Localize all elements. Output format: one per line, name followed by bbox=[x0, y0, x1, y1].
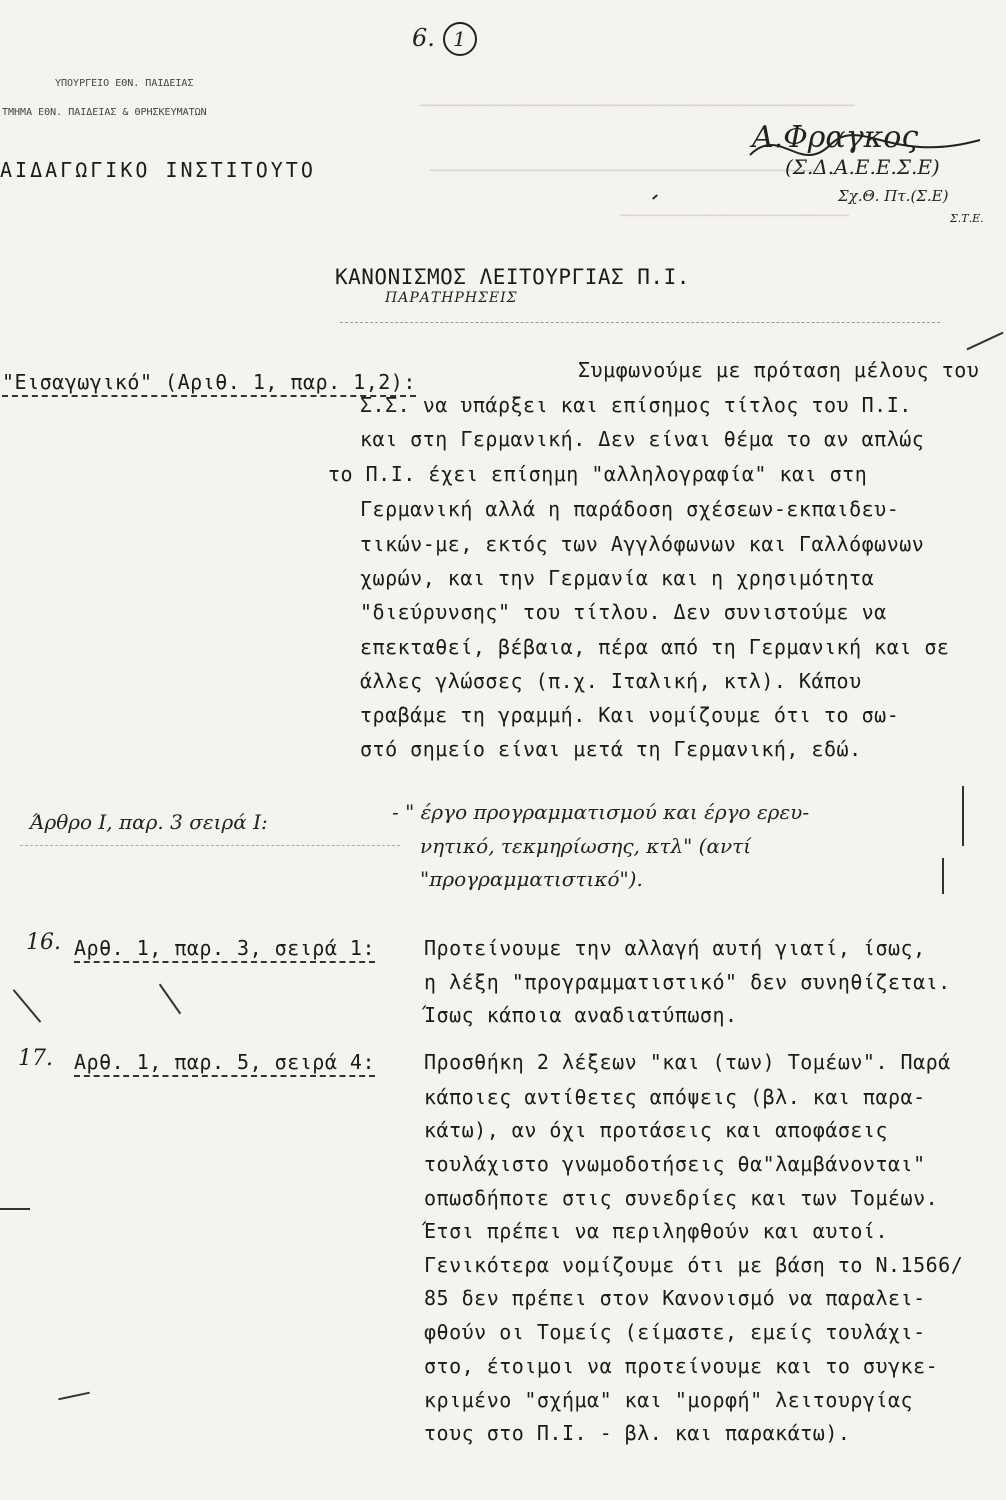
section-text-line: Προτείνουμε την αλλαγή αυτή γιατί, ίσως, bbox=[424, 936, 926, 960]
section-ref bbox=[74, 936, 375, 960]
section-ref-text: Αρθ. 1, παρ. 3, σειρά 1: bbox=[74, 936, 375, 963]
section-text-line: "προγραμματιστικό"). bbox=[420, 867, 643, 891]
section-ref bbox=[74, 1050, 375, 1074]
section-text-line: φθούν οι Τομείς (είμαστε, εμείς τουλάχι- bbox=[424, 1320, 926, 1344]
section-text-line: τραβάμε τη γραμμή. Και νομίζουμε ότι το σω- bbox=[360, 703, 900, 727]
section-text-line: Συμφωνούμε με πρόταση μέλους του bbox=[578, 358, 980, 382]
stray-mark bbox=[652, 194, 658, 199]
section-text-line: - " έργο προγραμματισμού και έργο ερευ- bbox=[392, 800, 810, 824]
section-text-line: άλλες γλώσσες (π.χ. Ιταλική, κτλ). Κάπου bbox=[360, 669, 862, 693]
bleed-through-text: ────────────────────────────────── bbox=[430, 160, 819, 182]
section-text-line: τικών-με, εκτός των Αγγλόφωνων και Γαλλόφωνων bbox=[360, 532, 925, 556]
section-ref-text: Αρθ. 1, παρ. 5, σειρά 4: bbox=[74, 1050, 375, 1077]
section-text-line: στό σημείο είναι μετά τη Γερμανική, εδώ. bbox=[360, 737, 862, 761]
item-number: 16. bbox=[26, 930, 61, 955]
item-number: 17. bbox=[18, 1046, 53, 1071]
section-text-line: νητικό, τεκμηρίωσης, κτλ" (αντί bbox=[420, 834, 752, 858]
section-text-line: Γενικότερα νομίζουμε ότι με βάση το Ν.1566/ bbox=[424, 1253, 964, 1277]
section-text-line: και στη Γερμανική. Δεν είναι θέμα το αν απλώς bbox=[360, 427, 925, 451]
section-text-line: η λέξη "προγραμματιστικό" δεν συνηθίζεται. bbox=[424, 970, 951, 994]
margin-bracket bbox=[962, 786, 964, 846]
margin-mark bbox=[159, 984, 181, 1015]
section-text-line: επεκταθεί, βέβαια, πέρα από τη Γερμανική και σε bbox=[360, 635, 950, 659]
bleed-through-text: ──────────────────── bbox=[620, 205, 849, 227]
section-ref-text: "Εισαγωγικό" (Αριθ. 1, παρ. 1,2): bbox=[2, 370, 416, 397]
section-text-line: οπωσδήποτε στις συνεδρίες και των Τομέων. bbox=[424, 1186, 939, 1210]
letterhead-institute: ΑΙΔΑΓΩΓΙΚΟ ΙΝΣΤΙΤΟΥΤΟ bbox=[0, 158, 316, 182]
margin-bracket bbox=[942, 858, 944, 894]
section-ref bbox=[2, 370, 416, 394]
document-title: ΚΑΝΟΝΙΣΜΟΣ ΛΕΙΤΟΥΡΓΙΑΣ Π.Ι. bbox=[335, 265, 690, 289]
section-ref: Άρθρο Ι, παρ. 3 σειρά Ι: bbox=[30, 810, 268, 834]
faint-rule bbox=[20, 845, 400, 846]
section-text-line: Σ.Σ. να υπάρξει και επίσημος τίτλος του Π.Ι. bbox=[360, 393, 912, 417]
section-text-line: Γερμανική αλλά η παράδοση σχέσεων-εκπαιδευ- bbox=[360, 497, 900, 521]
section-text-line: 85 δεν πρέπει στον Κανονισμό να παραλει- bbox=[424, 1286, 926, 1310]
signature-note: Σχ.Θ. Πτ.(Σ.Ε) bbox=[838, 187, 949, 205]
faint-rule bbox=[340, 322, 940, 323]
section-text-line: τους στο Π.Ι. - βλ. και παρακάτω). bbox=[424, 1421, 851, 1445]
bleed-through-text: ────────────────────────────────────── bbox=[420, 95, 855, 117]
margin-mark bbox=[13, 989, 42, 1022]
section-text-line: στο, έτοιμοι να προτείνουμε και το συγκε- bbox=[424, 1354, 939, 1378]
letterhead-line-2: ΤΜΗΜΑ ΕΘΝ. ΠΑΙΔΕΙΑΣ & ΘΡΗΣΚΕΥΜΑΤΩΝ bbox=[2, 107, 207, 118]
section-text-line: τουλάχιστο γνωμοδοτήσεις θα"λαμβάνονται" bbox=[424, 1152, 926, 1176]
signature: Α.Φραγκος bbox=[752, 120, 919, 155]
section-text-line: το Π.Ι. έχει επίσημη "αλληλογραφία" και στη bbox=[328, 462, 868, 486]
section-text-line: Έτσι πρέπει να περιληφθούν και αυτοί. bbox=[424, 1219, 889, 1243]
section-text-line: Ίσως κάποια αναδιατύπωση. bbox=[424, 1003, 738, 1027]
section-text-line: "διεύρυνσης" του τίτλου. Δεν συνιστούμε να bbox=[360, 600, 887, 624]
section-text-line: χωρών, και την Γερμανία και η χρησιμότητα bbox=[360, 566, 875, 590]
section-text-line: κάτω), αν όχι προτάσεις και αποφάσεις bbox=[424, 1118, 889, 1142]
section-text-line: Προσθήκη 2 λέξεων "και (των) Τομέων". Παρά bbox=[424, 1050, 951, 1074]
signature-role: (Σ.Δ.Α.Ε.Ε.Σ.Ε) bbox=[785, 155, 940, 179]
signature-note-2: Σ.Τ.Ε. bbox=[950, 212, 984, 225]
page-number bbox=[412, 22, 477, 56]
margin-mark bbox=[58, 1392, 90, 1401]
margin-mark bbox=[0, 1208, 30, 1210]
circled-number: 1 bbox=[443, 22, 477, 56]
page-number-text: 6. bbox=[412, 24, 435, 52]
section-text-line: κριμένο "σχήμα" και "μορφή" λειτουργίας bbox=[424, 1388, 914, 1412]
document-subtitle: ΠΑΡΑΤΗΡΗΣΕΙΣ bbox=[385, 290, 518, 306]
section-text-line: κάποιες αντίθετες απόψεις (βλ. και παρα- bbox=[424, 1085, 926, 1109]
letterhead-line-1: ΥΠΟΥΡΓΕΙΟ ΕΘΝ. ΠΑΙΔΕΙΑΣ bbox=[55, 78, 194, 89]
margin-mark bbox=[966, 332, 1003, 351]
